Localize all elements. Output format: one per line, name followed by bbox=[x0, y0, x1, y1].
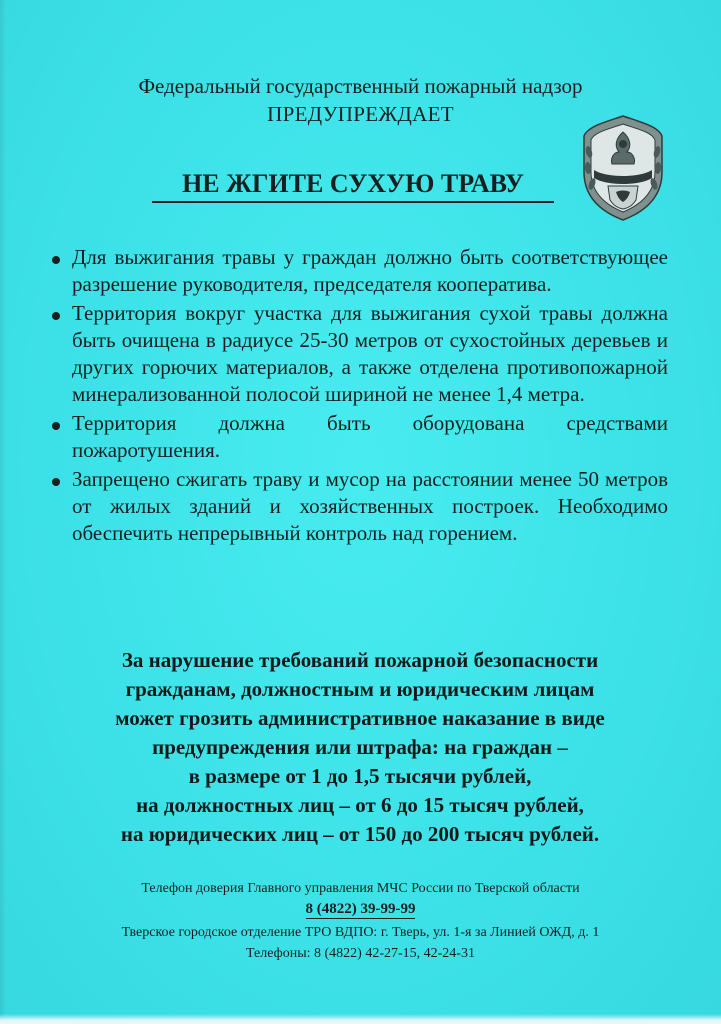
hotline-label: Телефон доверия Главного управления МЧС России по Тверской области bbox=[141, 881, 580, 896]
rule-item bbox=[50, 300, 668, 408]
contacts-footer bbox=[0, 878, 721, 964]
fire-service-shield-emblem-icon bbox=[580, 112, 666, 224]
rule-item bbox=[50, 410, 668, 464]
warns-heading: ПРЕДУПРЕЖДАЕТ bbox=[267, 102, 454, 126]
bullet-icon bbox=[52, 312, 60, 320]
penalty-line: гражданам, должностным и юридическим лицам bbox=[125, 677, 595, 701]
penalty-line: может грозить административное наказание в виде bbox=[115, 706, 605, 730]
bullet-icon bbox=[52, 256, 60, 264]
penalty-warning bbox=[40, 646, 680, 849]
rule-text: Для выжигания травы у граждан должно быть соответствующее разрешение руководителя, председателя кооператива. bbox=[72, 245, 668, 296]
office-address: Тверское городское отделение ТРО ВДПО: г. Тверь, ул. 1-я за Линией ОЖД, д. 1 bbox=[121, 925, 600, 940]
bullet-icon bbox=[52, 422, 60, 430]
agency-name: Федеральный государственный пожарный надзор bbox=[138, 74, 583, 98]
main-title: НЕ ЖГИТЕ СУХУЮ ТРАВУ bbox=[152, 168, 554, 203]
bullet-icon bbox=[52, 478, 60, 486]
penalty-line: на юридических лиц – от 150 до 200 тысяч рублей. bbox=[120, 822, 600, 846]
penalty-line: предупреждения или штрафа: на граждан – bbox=[152, 735, 568, 759]
rule-text: Территория вокруг участка для выжигания сухой травы должна быть очищена в радиусе 25-30 метров от сухостойных деревьев и других горючих материалов, а также отделена противопожарной минерализованной полосой шириной не менее 1,4 метра. bbox=[72, 301, 668, 406]
office-phones: Телефоны: 8 (4822) 42-27-15, 42-24-31 bbox=[246, 946, 475, 961]
rule-text: Территория должна быть оборудована средствами пожаротушения. bbox=[72, 411, 668, 462]
penalty-line: на должностных лиц – от 6 до 15 тысяч рублей, bbox=[136, 793, 584, 817]
rule-item bbox=[50, 244, 668, 298]
rules-list bbox=[50, 244, 668, 549]
penalty-line: За нарушение требований пожарной безопасности bbox=[121, 648, 599, 672]
hotline-phone: 8 (4822) 39-99-99 bbox=[305, 901, 416, 917]
penalty-line: в размере от 1 до 1,5 тысячи рублей, bbox=[188, 764, 532, 788]
rule-text: Запрещено сжигать траву и мусор на расстоянии менее 50 метров от жилых зданий и хозяйственных построек. Необходимо обеспечить непрерывный контроль над горением. bbox=[72, 467, 668, 545]
scan-paper-edge bbox=[0, 1014, 721, 1024]
rule-item bbox=[50, 466, 668, 547]
scan-shadow-left bbox=[0, 0, 6, 1024]
